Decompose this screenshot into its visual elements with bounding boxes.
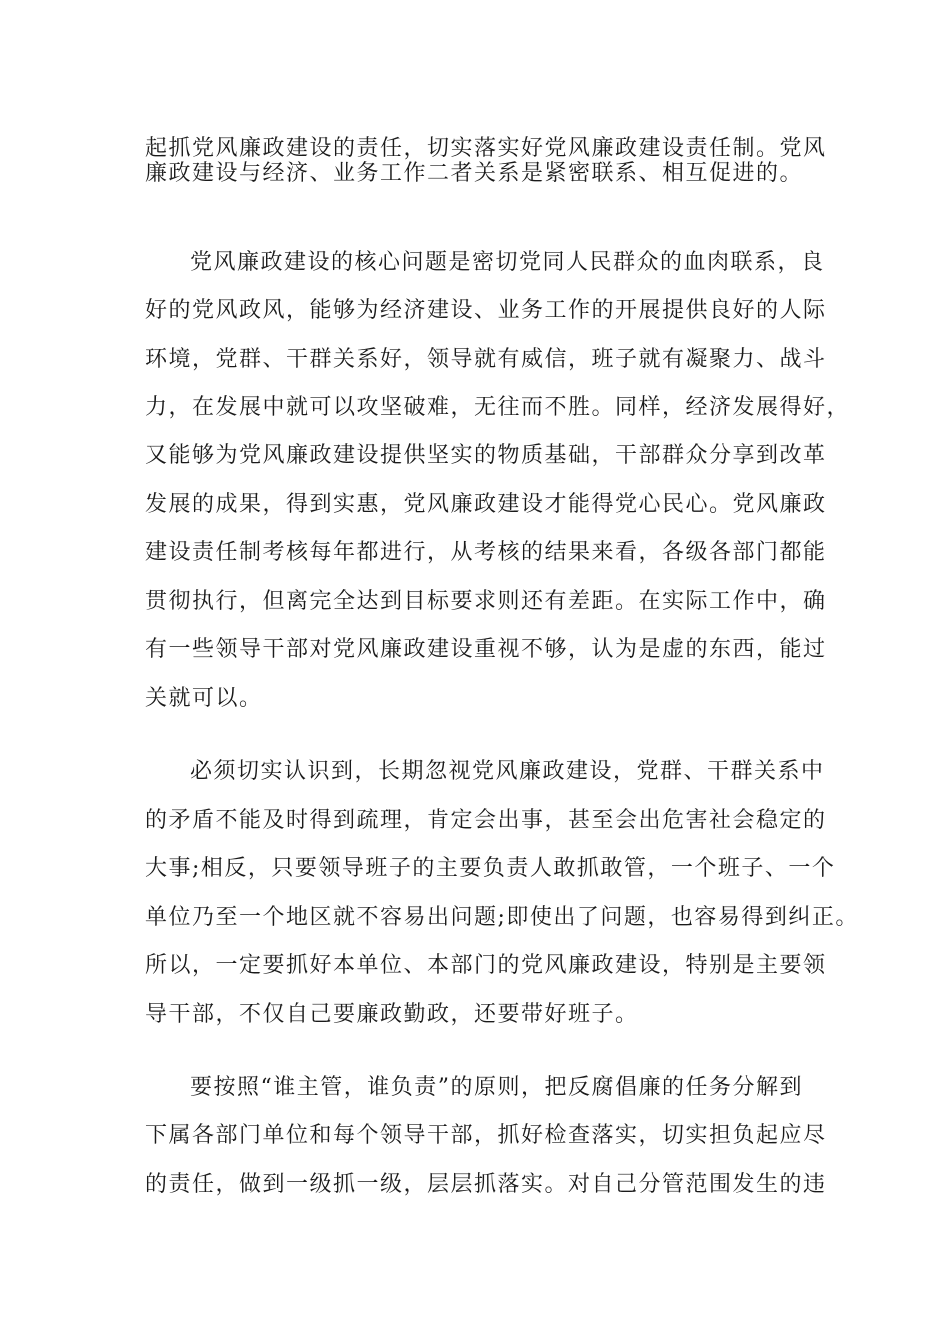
text-line: 发展的成果，得到实惠，党风廉政建设才能得党心民心。党风廉政 <box>145 492 827 517</box>
text-line: 单位乃至一个地区就不容易出问题;即使出了问题，也容易得到纠正。 <box>145 905 859 930</box>
text-line: 的矛盾不能及时得到疏理，肯定会出事，甚至会出危害社会稳定的 <box>145 808 827 833</box>
paragraph-first-line: 党风廉政建设的核心问题是密切党同人民群众的血肉联系，良 <box>190 250 825 275</box>
text-line: 导干部，不仅自己要廉政勤政，还要带好班子。 <box>145 1002 639 1027</box>
paragraph-first-line: 必须切实认识到，长期忽视党风廉政建设，党群、干群关系中 <box>190 759 825 784</box>
text-line: 又能够为党风廉政建设提供坚实的物质基础，干部群众分享到改革 <box>145 443 827 468</box>
text-line: 有一些领导干部对党风廉政建设重视不够，认为是虚的东西，能过 <box>145 637 827 662</box>
text-line: 好的党风政风，能够为经济建设、业务工作的开展提供良好的人际 <box>145 298 827 323</box>
text-line: 下属各部门单位和每个领导干部，抓好检查落实，切实担负起应尽 <box>145 1123 827 1148</box>
text-line: 贯彻执行，但离完全达到目标要求则还有差距。在实际工作中，确 <box>145 589 827 614</box>
text-line: 的责任，做到一级抓一级，层层抓落实。对自己分管范围发生的违 <box>145 1172 827 1197</box>
text-line: 力，在发展中就可以攻坚破难，无往而不胜。同样，经济发展得好， <box>145 395 851 420</box>
text-line: 大事;相反，只要领导班子的主要负责人敢抓敢管，一个班子、一个 <box>145 856 836 881</box>
paragraph-first-line: 要按照“谁主管，谁负责”的原则，把反腐倡廉的任务分解到 <box>190 1075 803 1100</box>
text-line: 廉政建设与经济、业务工作二者关系是紧密联系、相互促进的。 <box>145 161 804 186</box>
text-line: 建设责任制考核每年都进行，从考核的结果来看，各级各部门都能 <box>145 540 827 565</box>
text-line: 所以，一定要抓好本单位、本部门的党风廉政建设，特别是主要领 <box>145 953 827 978</box>
text-line: 起抓党风廉政建设的责任，切实落实好党风廉政建设责任制。党风 <box>145 136 827 161</box>
text-line: 关就可以。 <box>145 686 263 711</box>
text-line: 环境，党群、干群关系好，领导就有威信，班子就有凝聚力、战斗 <box>145 347 827 372</box>
